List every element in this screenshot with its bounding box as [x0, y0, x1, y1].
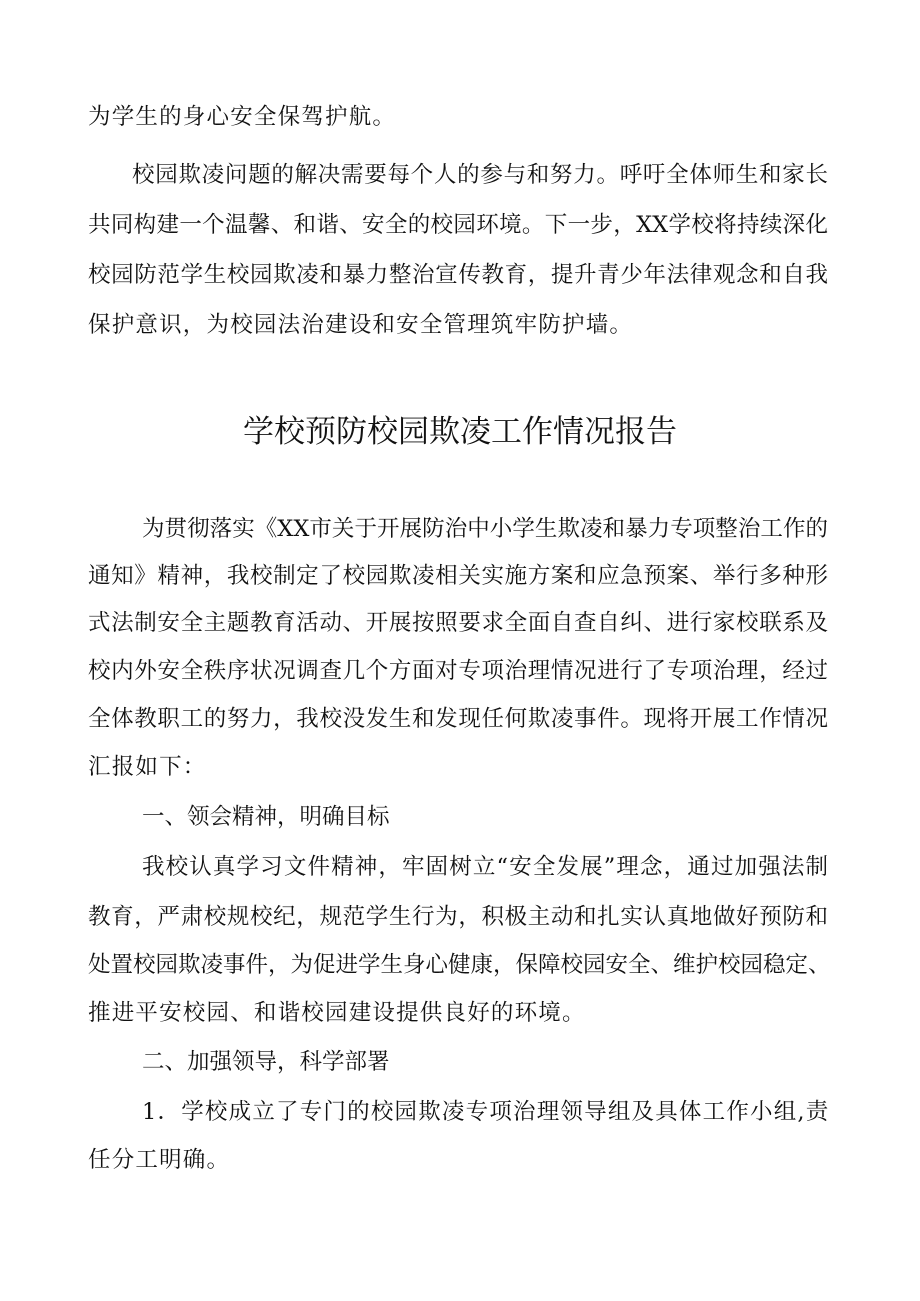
section1-line-1: 我校认真学习文件精神，牢固树立“安全发展”理念，通过加强法制 [142, 854, 828, 880]
page-title: 学校预防校园欺凌工作情况报告 [243, 414, 677, 450]
body-line-1: 为贯彻落实《XX市关于开展防治中小学生欺凌和暴力专项整治工作的 [142, 516, 828, 542]
body-line-3: 式法制安全主题教育活动、开展按照要求全面自查自纠、进行家校联系及 [88, 610, 828, 636]
section-heading-1: 一、领会精神，明确目标 [142, 804, 390, 830]
body-line-2: 通知》精神，我校制定了校园欺凌相关实施方案和应急预案、举行多种形 [88, 563, 828, 589]
intro-line-1: 为学生的身心安全保驾护航。 [88, 104, 397, 130]
body-line-6: 汇报如下： [88, 754, 207, 780]
section2-line-2: 任分工明确。 [88, 1147, 231, 1173]
intro-line-5: 保护意识，为校园法治建设和安全管理筑牢防护墙。 [88, 312, 634, 338]
intro-line-2: 校园欺凌问题的解决需要每个人的参与和努力。呼吁全体师生和家长 [132, 162, 828, 188]
section1-line-2: 教育，严肃校规校纪，规范学生行为，积极主动和扎实认真地做好预防和 [88, 904, 828, 930]
section2-line-1: 1．学校成立了专门的校园欺凌专项治理领导组及具体工作小组,责 [142, 1099, 830, 1125]
section1-line-3: 处置校园欺凌事件，为促进学生身心健康，保障校园安全、维护校园稳定、 [88, 952, 831, 978]
intro-line-4: 校园防范学生校园欺凌和暴力整治宣传教育，提升青少年法律观念和自我 [88, 262, 828, 288]
intro-line-3: 共同构建一个温馨、和谐、安全的校园环境。下一步，XX学校将持续深化 [88, 212, 828, 238]
section1-line-4: 推进平安校园、和谐校园建设提供良好的环境。 [88, 1000, 586, 1026]
section-heading-2: 二、加强领导，科学部署 [142, 1049, 390, 1075]
body-line-5: 全体教职工的努力，我校没发生和发现任何欺凌事件。现将开展工作情况 [88, 706, 828, 732]
body-line-4: 校内外安全秩序状况调查几个方面对专项治理情况进行了专项治理，经过 [88, 658, 828, 684]
